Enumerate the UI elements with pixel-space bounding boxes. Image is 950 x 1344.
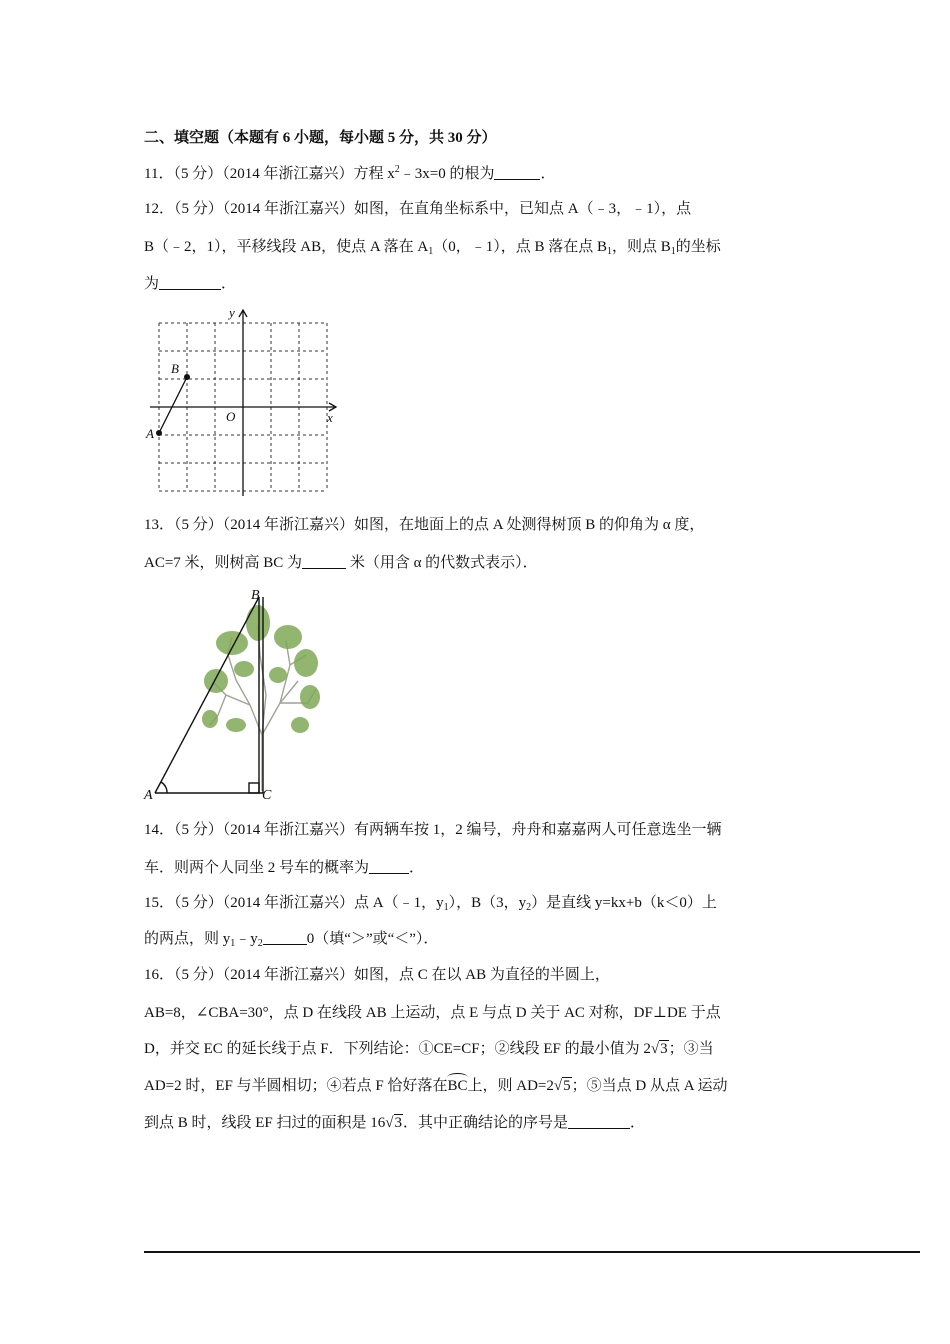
- question-16-line5: [144, 1111, 645, 1132]
- q12-text-2b: （0，﹣1），点 B 落在点 B: [433, 239, 607, 255]
- section-heading: 二、填空题（本题有 6 小题，每小题 5 分，共 30 分）: [144, 130, 497, 146]
- q15-sub-1b: 1: [230, 938, 236, 949]
- q14-answer-blank[interactable]: [369, 859, 409, 874]
- point-b: [184, 374, 190, 380]
- q14-source: （2014 年浙江嘉兴）: [222, 822, 355, 838]
- q13-answer-blank[interactable]: [302, 554, 346, 569]
- hypotenuse-ab: [155, 597, 259, 793]
- q12-end: ．: [221, 276, 237, 292]
- q16-number: 16．: [144, 967, 175, 983]
- angle-alpha-mark: [161, 782, 167, 793]
- label-c: C: [262, 788, 272, 803]
- q13-tree-triangle-figure: [140, 585, 330, 805]
- sqrt-3-a: √3: [650, 1041, 668, 1057]
- q13-source: （2014 年浙江嘉兴）: [222, 517, 355, 533]
- q15-sub-2: 2: [526, 902, 532, 913]
- sqrt-5-radicand: 5: [563, 1078, 571, 1094]
- sqrt-3-a-radicand: 3: [660, 1041, 668, 1057]
- sqrt-5: √5: [553, 1078, 571, 1094]
- q12-text-3: 为: [144, 276, 160, 292]
- q16-end: ．: [630, 1115, 646, 1131]
- q13-score: （5 分）: [174, 517, 223, 533]
- label-x: x: [327, 410, 333, 425]
- question-15-line1: [144, 891, 717, 913]
- q15-text-2a: 的两点，则 y: [144, 931, 231, 947]
- label-y: y: [229, 305, 235, 320]
- question-16-line1: [144, 963, 610, 984]
- q12-text-2c: ，则点 B: [611, 239, 671, 255]
- question-15-line2: [144, 927, 438, 949]
- q12-sub-a1: 1: [428, 246, 434, 257]
- question-16-line2: AB=8，∠CBA=30°，点 D 在线段 AB 上运动，点 E 与点 D 关于 AC 对称，DF⊥DE 于点: [144, 1005, 721, 1021]
- q16-source: （2014 年浙江嘉兴）: [222, 967, 355, 983]
- q11-text-b: ﹣3x=0 的根为: [399, 166, 495, 182]
- q16-text-5b: ．其中正确结论的序号是: [403, 1115, 569, 1131]
- q15-number: 15．: [144, 895, 175, 911]
- q16-text-3a: D，并交 EC 的延长线于点 F．下列结论：①CE=CF；②线段 EF 的最小值为 2: [144, 1041, 651, 1057]
- q12-score: （5 分）: [174, 201, 223, 217]
- q14-number: 14．: [144, 822, 175, 838]
- q16-score: （5 分）: [174, 967, 223, 983]
- q12-sub-b1-2: 1: [670, 246, 676, 257]
- question-14-line1: [144, 818, 722, 839]
- q14-text-2: 车．则两个人同坐 2 号车的概率为: [144, 860, 370, 876]
- q13-text-1: 如图，在地面上的点 A 处测得树顶 B 的仰角为 α 度，: [354, 517, 705, 533]
- q13-number: 13．: [144, 517, 175, 533]
- q16-answer-blank[interactable]: [568, 1114, 630, 1129]
- q13-text-2a: AC=7 米，则树高 BC 为: [144, 555, 303, 571]
- question-16-line3: [144, 1037, 714, 1058]
- q16-text-4a: AD=2 时，EF 与半圆相切；④若点 F 恰好落在: [144, 1078, 448, 1094]
- q11-answer-blank[interactable]: [494, 165, 540, 180]
- q12-coordinate-grid-figure: [140, 302, 350, 502]
- q16-text-3b: ；③当: [668, 1041, 714, 1057]
- q11-exponent: 2: [394, 164, 400, 175]
- question-12-line2: [144, 235, 721, 257]
- question-12-line3: [144, 272, 236, 293]
- point-a: [156, 430, 162, 436]
- q16-text-5a: 到点 B 时，线段 EF 扫过的面积是 16: [144, 1115, 386, 1131]
- arc-bc: BC: [447, 1078, 468, 1094]
- q12-text-1: 如图，在直角坐标系中，已知点 A（﹣3，﹣1），点: [354, 201, 692, 217]
- q16-text-1: 如图，点 C 在以 AB 为直径的半圆上，: [354, 967, 610, 983]
- q15-answer-blank[interactable]: [263, 930, 307, 945]
- question-13-line2: [144, 551, 538, 572]
- q15-text-1a: 点 A（﹣1，y: [354, 895, 444, 911]
- right-angle-mark: [249, 783, 259, 793]
- q15-text-1c: ）是直线 y=kx+b（k＜0）上: [531, 895, 717, 911]
- question-12-line1: [144, 197, 691, 218]
- q12-text-2d: 的坐标: [675, 239, 721, 255]
- q15-sub-1: 1: [443, 902, 449, 913]
- label-b: B: [251, 588, 260, 603]
- q12-sub-b1: 1: [606, 246, 612, 257]
- question-13-line1: [144, 513, 704, 534]
- label-a: A: [146, 426, 154, 441]
- q13-text-2b: 米（用含 α 的代数式表示）．: [346, 555, 538, 571]
- footer-rule: [144, 1251, 920, 1253]
- q14-score: （5 分）: [174, 822, 223, 838]
- q12-text-2a: B（﹣2，1），平移线段 AB，使点 A 落在 A: [144, 239, 429, 255]
- q12-answer-blank[interactable]: [159, 275, 221, 290]
- q15-sub-2b: 2: [257, 938, 263, 949]
- q11-end: ．: [540, 166, 556, 182]
- q11-source: （2014 年浙江嘉兴）: [222, 166, 354, 182]
- question-14-line2: [144, 856, 424, 877]
- question-11: [144, 162, 555, 183]
- q15-score: （5 分）: [174, 895, 223, 911]
- question-16-line4: [144, 1074, 727, 1095]
- q14-text-1: 有两辆车按 1，2 编号，舟舟和嘉嘉两人可任意选坐一辆: [354, 822, 722, 838]
- q15-text-1b: ），B（3，y: [448, 895, 527, 911]
- q16-text-4c: ；⑤当点 D 从点 A 运动: [571, 1078, 728, 1094]
- q15-text-2c: 0（填“＞”或“＜”）．: [306, 931, 439, 947]
- tree-illustration: [202, 605, 320, 791]
- sqrt-3-b-radicand: 3: [394, 1115, 402, 1131]
- segment-ab: [159, 377, 187, 433]
- q12-number: 12．: [144, 201, 175, 217]
- label-a: A: [144, 788, 153, 803]
- sqrt-3-b: √3: [385, 1115, 402, 1131]
- q11-text: 方程 x: [353, 166, 395, 182]
- q11-score: （5 分）: [173, 166, 223, 182]
- q11-number: 11．: [144, 166, 174, 182]
- label-b: B: [171, 361, 179, 376]
- q16-text-4b: 上，则 AD=2: [467, 1078, 554, 1094]
- q15-source: （2014 年浙江嘉兴）: [222, 895, 355, 911]
- q12-source: （2014 年浙江嘉兴）: [222, 201, 355, 217]
- q14-end: ．: [409, 860, 425, 876]
- label-origin: O: [226, 409, 236, 424]
- q15-text-2b: ﹣y: [235, 931, 258, 947]
